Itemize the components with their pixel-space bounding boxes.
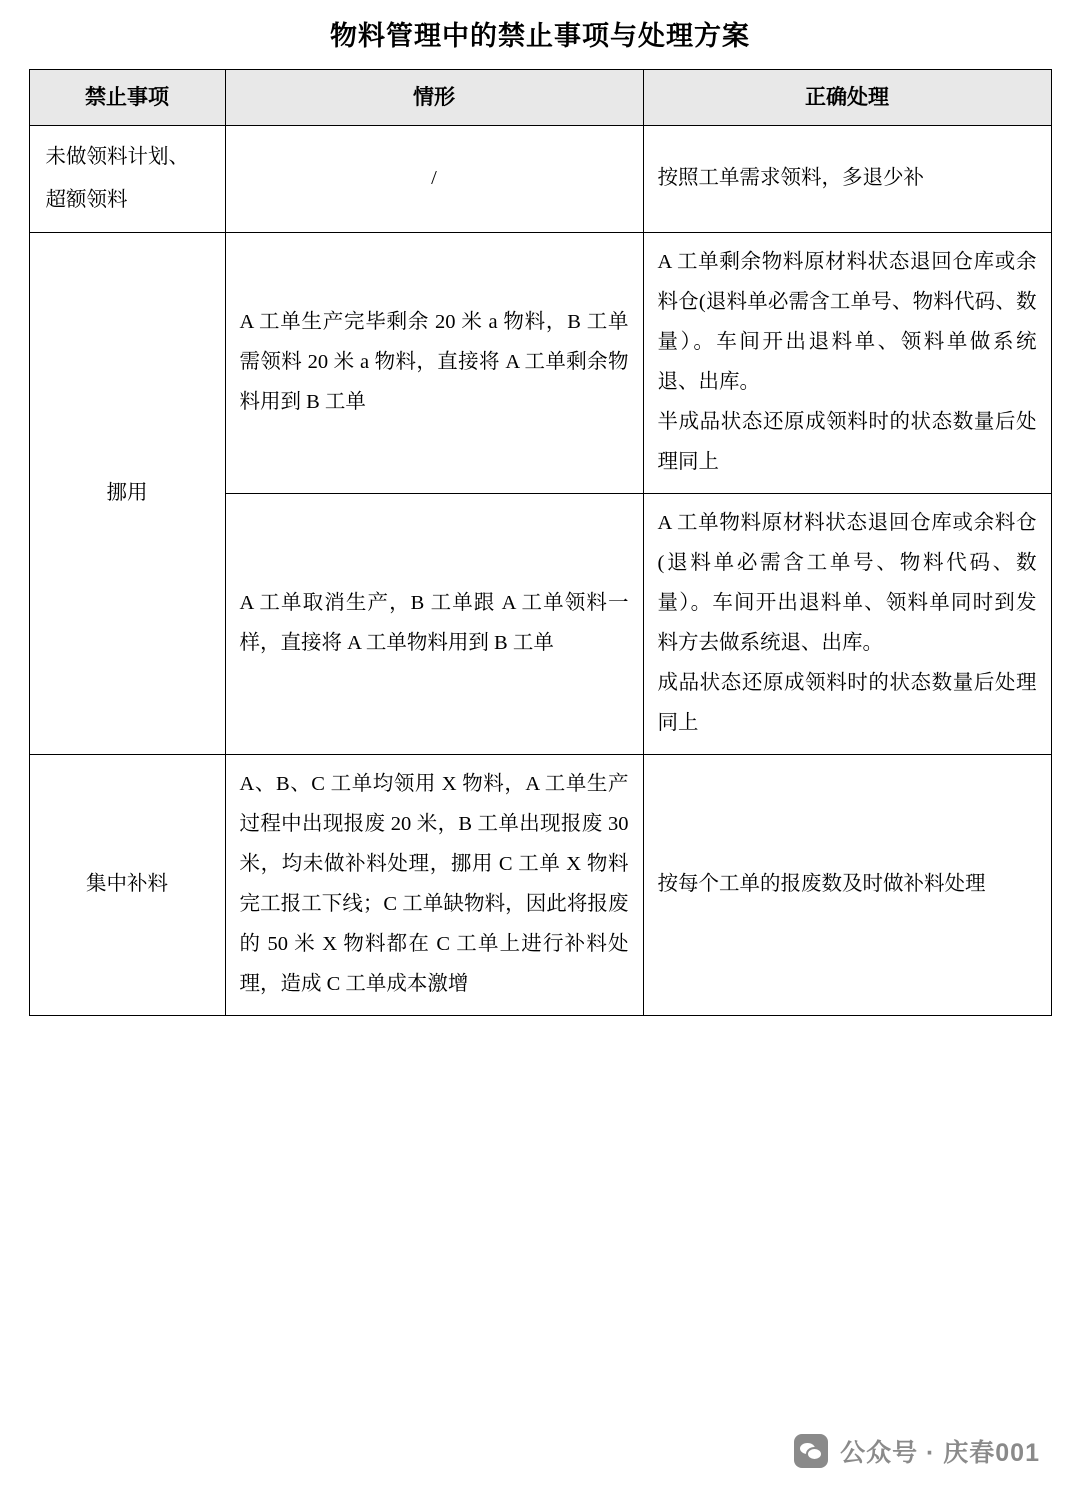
cell-category-misappropriation: 挪用 (29, 233, 225, 755)
cell-category-no-plan (29, 126, 225, 233)
handling-paragraph: A 工单物料原材料状态退回仓库或余料仓(退料单必需含工单号、物料代码、数量）。车间开出退料单、领料单同时到发料方去做系统退、出库。 (657, 512, 1037, 655)
cell-category-batch-replenish: 集中补料 (29, 755, 225, 1016)
cell-handling-misappropriation-2 (643, 494, 1051, 755)
cell-situation-no-plan: / (225, 126, 643, 233)
cell-situation-batch-replenish: A、B、C 工单均领用 X 物料，A 工单生产过程中出现报废 20 米，B 工单出现报废 30 米，均未做补料处理，挪用 C 工单 X 物料完工报工下线；C 工单缺物料，因此将报废的 50 米 X 物料都在 C 工单上进行补料处理，造成 C 工单成本激增 (225, 755, 643, 1016)
handling-paragraph: A 工单剩余物料原材料状态退回仓库或余料仓(退料单必需含工单号、物料代码、数量）。车间开出退料单、领料单做系统退、出库。 (657, 251, 1037, 394)
category-line-1: 未做领料计划、 (45, 146, 189, 169)
wechat-icon (794, 1434, 828, 1468)
cell-situation-misappropriation-1: A 工单生产完毕剩余 20 米 a 物料，B 工单需领料 20 米 a 物料，直接将 A 工单剩余物料用到 B 工单 (225, 233, 643, 494)
cell-handling-misappropriation-1 (643, 233, 1051, 494)
watermark-text: 公众号 · 庆春001 (840, 1439, 1040, 1467)
table-row (29, 126, 1051, 233)
handling-paragraph: 成品状态还原成领料时的状态数量后处理同上 (657, 672, 1037, 735)
table-header-row (29, 70, 1051, 126)
column-header-prohibition: 禁止事项 (29, 70, 225, 126)
table-row (29, 233, 1051, 494)
handling-paragraph: 半成品状态还原成领料时的状态数量后处理同上 (657, 411, 1037, 474)
cell-situation-misappropriation-2: A 工单取消生产，B 工单跟 A 工单领料一样，直接将 A 工单物料用到 B 工单 (225, 494, 643, 755)
page-title: 物料管理中的禁止事项与处理方案 (330, 21, 750, 51)
cell-handling-no-plan: 按照工单需求领料，多退少补 (643, 126, 1051, 233)
category-line-2: 超额领料 (45, 189, 128, 212)
column-header-situation: 情形 (225, 70, 643, 126)
column-header-handling: 正确处理 (643, 70, 1051, 126)
watermark (794, 1433, 1040, 1469)
prohibitions-table (29, 69, 1052, 1016)
cell-handling-batch-replenish: 按每个工单的报废数及时做补料处理 (643, 755, 1051, 1016)
table-row (29, 755, 1051, 1016)
